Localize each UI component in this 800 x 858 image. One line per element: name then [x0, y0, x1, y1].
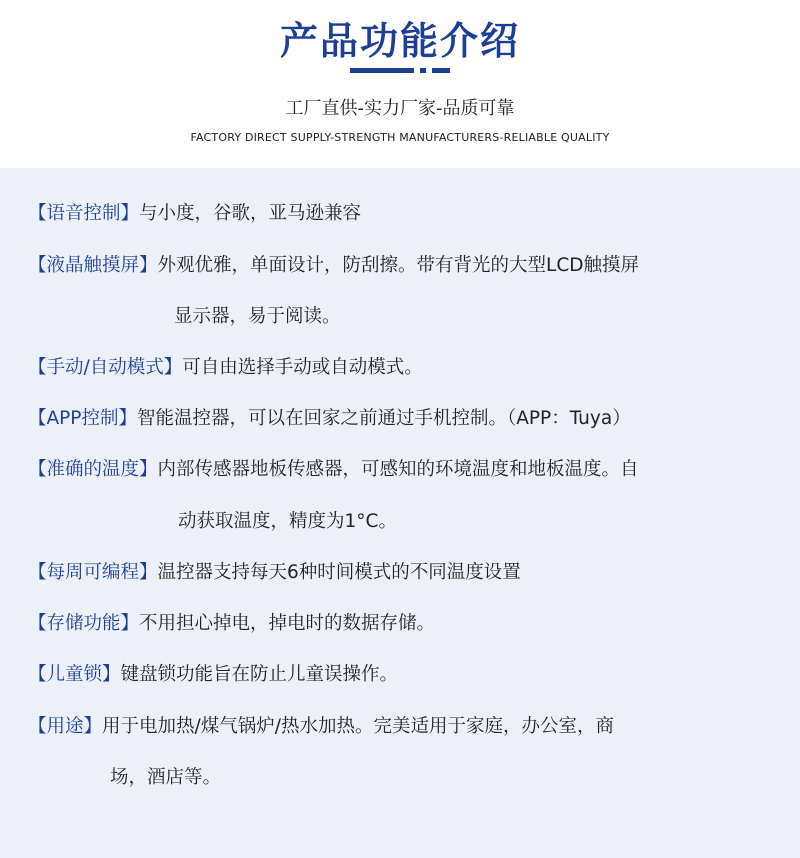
feature-storage: [28, 598, 435, 649]
feature-voice-control: [28, 188, 361, 239]
feature-text: 用于电加热/煤气锅炉/热水加热。完美适用于家庭，办公室，商: [102, 716, 614, 737]
feature-child-lock: [28, 649, 398, 700]
feature-text: 与小度，谷歌，亚马逊兼容: [139, 203, 362, 224]
feature-text-continued: 显示器，易于阅读。: [174, 306, 341, 327]
feature-text: 温控器支持每天6种时间模式的不同温度设置: [157, 562, 521, 583]
header: [0, 0, 800, 168]
feature-usage: [28, 701, 614, 752]
feature-label: 【APP控制】: [28, 408, 137, 429]
subtitle-en: FACTORY DIRECT SUPPLY-STRENGTH MANUFACTURERS-RELIABLE QUALITY: [190, 131, 610, 144]
title-underline: [350, 68, 450, 76]
feature-text: 不用担心掉电，掉电时的数据存储。: [139, 613, 436, 634]
feature-text: 可自由选择手动或自动模式。: [182, 357, 423, 378]
feature-label: 【用途】: [28, 716, 103, 737]
underline-bar: [350, 68, 414, 73]
feature-text-continued: 动获取温度，精度为1°C。: [178, 511, 397, 532]
feature-text-continued: 场，酒店等。: [110, 767, 222, 788]
underline-bar-short: [432, 68, 450, 73]
underline-dot: [420, 68, 426, 73]
feature-lcd-touchscreen: [28, 240, 639, 291]
feature-manual-auto-mode: [28, 342, 423, 393]
feature-app-control: [28, 393, 631, 444]
feature-label: 【准确的温度】: [28, 459, 158, 480]
feature-label: 【液晶触摸屏】: [28, 255, 158, 276]
feature-label: 【存储功能】: [28, 613, 140, 634]
feature-weekly-programmable: [28, 547, 521, 598]
feature-label: 【语音控制】: [28, 203, 140, 224]
feature-list: [0, 168, 800, 858]
feature-accurate-temperature: [28, 444, 639, 495]
feature-text: 键盘锁功能旨在防止儿童误操作。: [120, 664, 399, 685]
feature-text: 外观优雅，单面设计，防刮擦。带有背光的大型LCD触摸屏: [157, 255, 639, 276]
page-title: 产品功能介绍: [279, 19, 520, 63]
feature-label: 【每周可编程】: [28, 562, 158, 583]
feature-label: 【儿童锁】: [28, 664, 121, 685]
feature-text: 智能温控器，可以在回家之前通过手机控制。（APP：Tuya）: [136, 408, 631, 429]
feature-text: 内部传感器地板传感器，可感知的环境温度和地板温度。自: [157, 459, 639, 480]
subtitle: 工厂直供-实力厂家-品质可靠: [285, 98, 515, 119]
feature-label: 【手动/自动模式】: [28, 357, 183, 378]
